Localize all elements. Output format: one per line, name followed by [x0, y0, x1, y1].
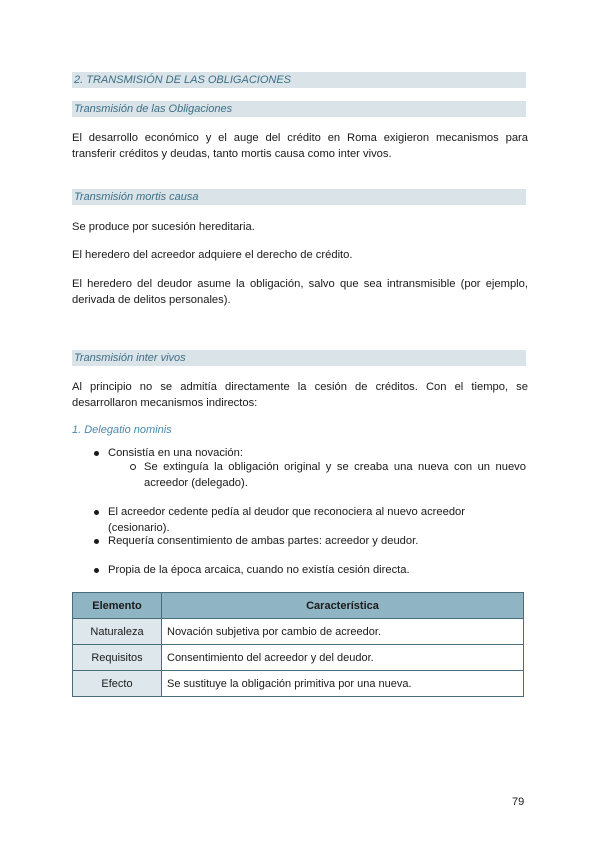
- circle-bullet-icon: [130, 464, 136, 470]
- heading-mortis-causa: Transmisión mortis causa: [72, 189, 526, 205]
- bullet-icon: [94, 568, 99, 573]
- heading-transmision: Transmisión de las Obligaciones: [72, 101, 526, 117]
- table-row: [73, 619, 524, 645]
- table-header: Elemento: [73, 593, 162, 619]
- table-cell-value: Se sustituye la obligación primitiva por una nueva.: [162, 671, 524, 697]
- list-item: Consistía en una novación:: [108, 445, 528, 461]
- table-row: [73, 645, 524, 671]
- table-cell-value: Consentimiento del acreedor y del deudor.: [162, 645, 524, 671]
- table-cell-value: Novación subjetiva por cambio de acreedor.: [162, 619, 524, 645]
- bullet-icon: [94, 510, 99, 515]
- inter-paragraph-1: Al principio no se admitía directamente la cesión de créditos. Con el tiempo, se desarrollaron mecanismos indirectos:: [72, 381, 528, 409]
- list-item: Propia de la época arcaica, cuando no existía cesión directa.: [108, 562, 528, 578]
- table-header: Característica: [162, 593, 524, 619]
- heading-inter-vivos: Transmisión inter vivos: [72, 350, 526, 366]
- bullet-icon: [94, 451, 99, 456]
- list-item: Requería consentimiento de ambas partes: acreedor y deudor.: [108, 533, 528, 549]
- mortis-paragraph-3: El heredero del deudor asume la obligación, salvo que sea intransmisible (por ejemplo, derivada de delitos personales).: [72, 278, 528, 306]
- summary-table: [72, 592, 524, 697]
- intro-paragraph: El desarrollo económico y el auge del crédito en Roma exigieron mecanismos para transferir créditos y deudas, tanto mortis causa como inter vivos.: [72, 132, 528, 160]
- mortis-paragraph-2: El heredero del acreedor adquiere el derecho de crédito.: [72, 249, 353, 261]
- section-title: 2. TRANSMISIÓN DE LAS OBLIGACIONES: [72, 72, 526, 88]
- table-header-row: [73, 593, 524, 619]
- mortis-paragraph-1: Se produce por sucesión hereditaria.: [72, 221, 255, 233]
- table-cell-key: Efecto: [73, 671, 162, 697]
- list-item-nested: Se extinguía la obligación original y se creaba una nueva con un nuevo acreedor (delegado).: [144, 459, 526, 491]
- page-number: 79: [512, 796, 525, 808]
- list-item: El acreedor cedente pedía al deudor que reconociera al nuevo acreedor (cesionario).: [108, 504, 528, 536]
- bullet-icon: [94, 539, 99, 544]
- table-cell-key: Naturaleza: [73, 619, 162, 645]
- table-cell-key: Requisitos: [73, 645, 162, 671]
- subheading-delegatio: 1. Delegatio nominis: [72, 424, 172, 436]
- table-row: [73, 671, 524, 697]
